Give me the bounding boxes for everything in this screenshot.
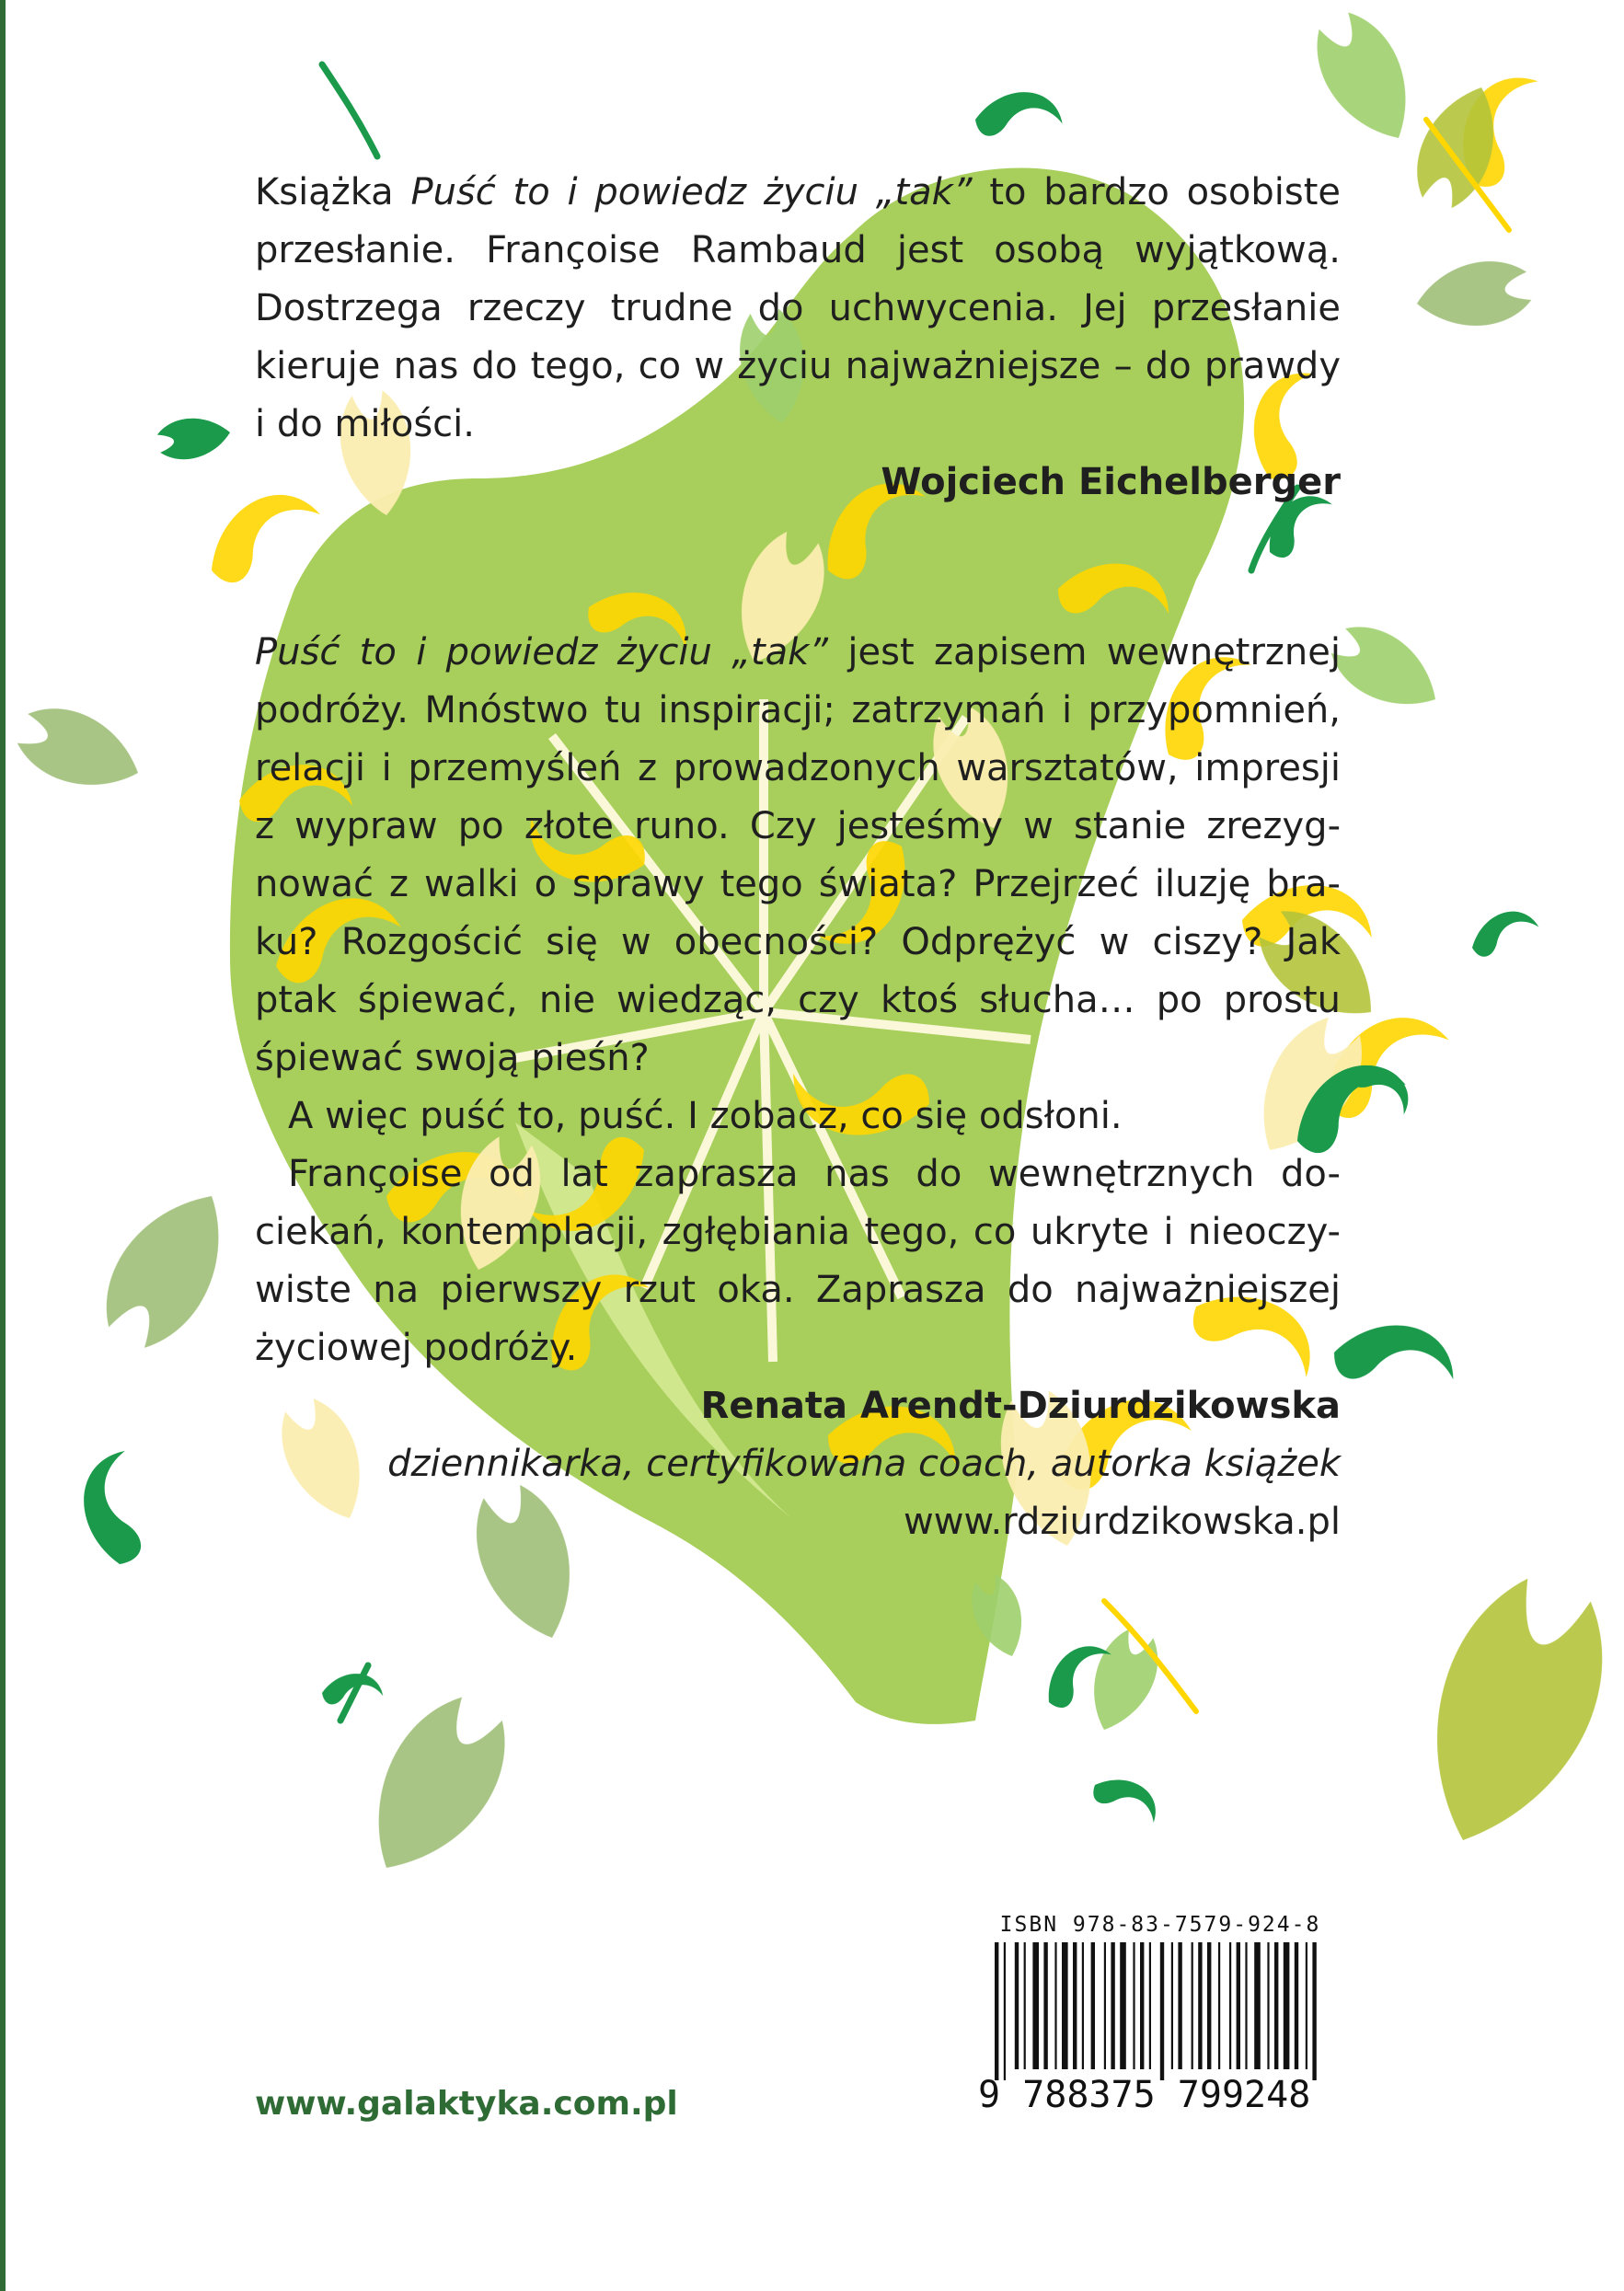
author-website: www.rdziurdzikowska.pl	[904, 1501, 1341, 1543]
barcode-bar	[1207, 1942, 1211, 2069]
isbn-label: ISBN 978-83-7579-924-8	[999, 1913, 1321, 1937]
barcode-bar	[1054, 1942, 1056, 2069]
barcode-bar	[1295, 1942, 1298, 2069]
barcode-bar	[995, 1942, 998, 2080]
author-role: dziennikarka, certyfikowana coach, autorka książek	[387, 1443, 1341, 1485]
barcode-bar	[1160, 1942, 1164, 2080]
barcode-bar	[1198, 1942, 1202, 2069]
barcode-bar	[1267, 1942, 1269, 2069]
barcode-bar	[1043, 1942, 1047, 2069]
barcode-bar	[1073, 1942, 1077, 2069]
barcode-bar	[1024, 1942, 1026, 2069]
barcode-bar	[1004, 1942, 1006, 2080]
quote-paragraph	[255, 624, 1341, 1088]
barcode-bar	[1192, 1942, 1193, 2069]
barcode-bar	[1082, 1942, 1084, 2069]
barcode-bar	[1312, 1942, 1316, 2080]
barcode-bar	[1274, 1942, 1278, 2069]
book-title-italic: Puść to i powiedz życiu „tak”	[255, 631, 829, 673]
barcode-bar	[1237, 1942, 1240, 2069]
barcode-bar	[1133, 1942, 1134, 2069]
barcode-bar	[1120, 1942, 1126, 2069]
barcode-bar	[1284, 1942, 1290, 2069]
quote-author: Renata Arendt-Dziurdzikowska	[700, 1385, 1341, 1427]
quote-block-arendt	[255, 624, 1341, 1551]
barcode-bar	[1171, 1942, 1173, 2069]
barcode-bars	[978, 1942, 1342, 2080]
quote-paragraph	[255, 164, 1341, 454]
quote-paragraph: Françoise od lat zaprasza nas do wewnętrznych do-ciekań, kontemplacji, zgłębiania tego, co ukryte i nieoczy-wiste na pierwszy rzut oka. Zaprasza do najważniejszej życiowej podróży.	[255, 1153, 1341, 1369]
barcode-bar	[1091, 1942, 1095, 2069]
barcode-bar	[1032, 1942, 1039, 2069]
quote-text-intro: Książka	[255, 171, 411, 213]
isbn-right-group: 799248	[1177, 2074, 1311, 2116]
publisher-website: www.galaktyka.com.pl	[255, 2085, 678, 2123]
isbn-digits	[978, 2075, 1342, 2115]
isbn-first-digit: 9	[978, 2074, 1001, 2116]
barcode-bar	[1104, 1942, 1106, 2069]
barcode-bar	[1254, 1942, 1261, 2069]
book-title-italic: Puść to i powiedz życiu „tak”	[410, 171, 973, 213]
quote-text-body: to bardzo osobiste przesłanie. Françoise Rambaud jest osobą wyjątkową. Dostrzega rzeczy trudne do uchwycenia. Jej przesłanie kieruje nas do tego, co w życiu najważniejsze – do prawdy i do miłości.	[255, 171, 1341, 445]
barcode-bar	[1015, 1942, 1019, 2069]
barcode-bar	[1245, 1942, 1247, 2069]
barcode-bar	[1149, 1942, 1151, 2069]
barcode-bar	[1218, 1942, 1220, 2069]
isbn-barcode-block	[978, 1909, 1342, 2115]
quote-block-eichelberger	[255, 164, 1341, 512]
barcode-bar	[1178, 1942, 1181, 2069]
barcode-bar	[1111, 1942, 1114, 2069]
barcode-bar	[1229, 1942, 1231, 2069]
barcode-bar	[1306, 1942, 1307, 2069]
barcode-bar	[1062, 1942, 1068, 2069]
quote-paragraph: A więc puść to, puść. I zobacz, co się odsłoni.	[288, 1095, 1123, 1137]
isbn-left-group: 788375	[1022, 2074, 1156, 2116]
quote-text-body: jest zapisem wewnętrznej podróży. Mnóstwo tu inspiracji; zatrzymań i przypomnień, relacji i przemyśleń z prowadzonych warsztatów, impresji z wypraw po złote runo. Czy jesteśmy w stanie zrezyg-nować z walki o sprawy tego świata? Przejrzeć iluzję bra-ku? Rozgościć się w obecności? Odprężyć w ciszy? Jak ptak śpiewać, nie wiedząc, czy ktoś słucha… po prostu śpiewać swoją pieśń?	[255, 631, 1342, 1079]
barcode-bar	[1140, 1942, 1144, 2069]
quote-author: Wojciech Eichelberger	[881, 461, 1341, 503]
